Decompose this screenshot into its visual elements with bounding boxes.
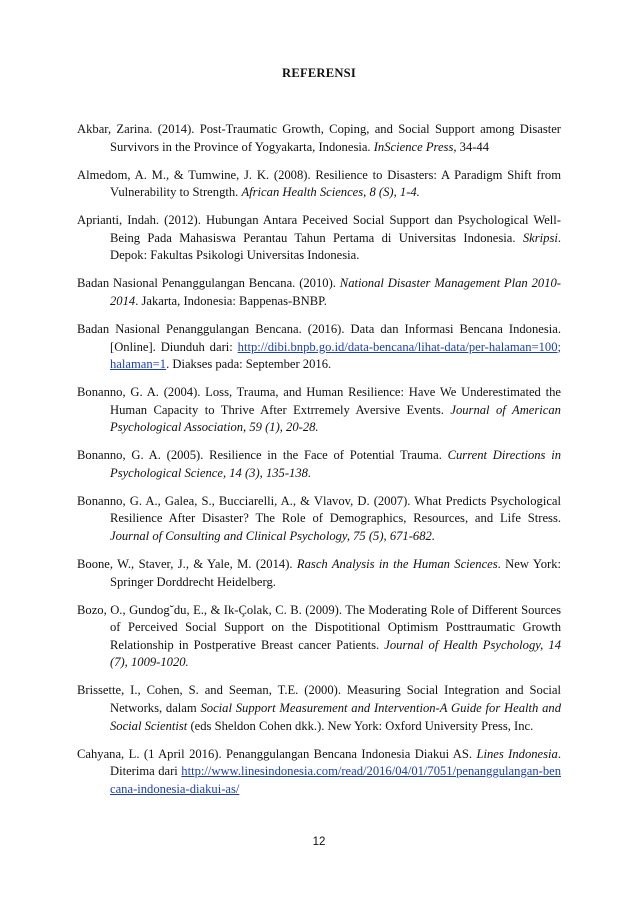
page-number: 12	[312, 836, 326, 848]
reference-source: InScience Press,	[373, 139, 457, 154]
reference-text: (eds Sheldon Cohen dkk.). New York: Oxford University Press, Inc.	[187, 718, 534, 733]
reference-text: Akbar, Zarina. (2014). Post-Traumatic Growth, Coping, and Social Support among Disaster Survivors in the Province of Yogyakarta, Indonesia.	[77, 122, 561, 154]
reference-text: . Jakarta, Indonesia: Bappenas-BNBP.	[135, 293, 327, 308]
reference-link[interactable]: http://www.linesindonesia.com/read/2016/04/01/7051/penanggulangan-bencana-indonesia-diakui-as/	[110, 764, 561, 796]
reference-source: Skripsi	[522, 230, 558, 245]
reference-source: Lines Indonesia	[476, 746, 558, 761]
reference-text: Brissette, I., Cohen, S. and Seeman, T.E. (2000). Measuring Social Integration and Social Networks, dalam	[77, 683, 561, 715]
reference-entry	[77, 556, 561, 591]
reference-source: National Disaster Management Plan 2010-2014	[110, 276, 561, 308]
reference-text: Bonanno, G. A., Galea, S., Bucciarelli, A., & Vlavov, D. (2007). What Predicts Psychological Resilience After Disaster? The Role of Demographics, Resources, and Life Stress.	[77, 493, 561, 526]
reference-text: Badan Nasional Penanggulangan Bencana. (2016). Data dan Informasi Bencana Indonesia. [Online]. Diunduh dari:	[77, 321, 561, 354]
reference-list	[77, 121, 561, 809]
reference-text: Aprianti, Indah. (2012). Hubungan Antara Peceived Social Support dan Psychological Well-Being Pada Mahasiswa Perantau Tahun Pertama di Universitas Indonesia.	[77, 213, 561, 245]
reference-text: Almedom, A. M., & Tumwine, J. K. (2008). Resilience to Disasters: A Paradigm Shift from Vulnerability to Strength.	[77, 167, 561, 200]
reference-source: Journal of American Psychological Association, 59 (1), 20-28.	[110, 402, 561, 435]
reference-text: Cahyana, L. (1 April 2016). Penanggulangan Bencana Indonesia Diakui AS.	[77, 746, 477, 761]
reference-source: Rasch Analysis in the Human Sciences	[296, 557, 498, 571]
reference-entry	[77, 447, 561, 482]
reference-entry	[77, 746, 561, 799]
reference-entry	[77, 493, 561, 546]
reference-source: Journal of Consulting and Clinical Psychology, 75 (5), 671-682.	[110, 529, 435, 544]
reference-entry	[77, 121, 561, 156]
reference-entry	[77, 212, 561, 265]
reference-entry	[77, 275, 561, 310]
reference-text: . New York: Springer Dorddrecht Heidelberg.	[110, 557, 561, 589]
reference-source: Current Directions in Psychological Science, 14 (3), 135-138.	[110, 448, 561, 480]
reference-text: . Depok: Fakultas Psikologi Universitas Indonesia.	[110, 230, 561, 263]
reference-text: . Diterima dari	[110, 746, 561, 779]
reference-text: Bozo, O., Gundog˘du, E., & Ik-Çolak, C. B. (2009). The Moderating Role of Different Sources of Perceived Social Support on the Dispotitional Optimism Posttraumatic Growth Relationship in Postperative Breast cancer Patients.	[77, 602, 561, 652]
reference-text: Bonanno, G. A. (2004). Loss, Trauma, and Human Resilience: Have We Underestimated the Human Capacity to Thrive After Extrremely Aversive Events.	[77, 385, 561, 417]
reference-entry	[77, 167, 561, 202]
reference-text: . Diakses pada: September 2016.	[166, 357, 332, 372]
reference-entry	[77, 682, 561, 735]
reference-text: Badan Nasional Penanggulangan Bencana. (2010).	[77, 276, 340, 291]
page-title: REFERENSI	[282, 66, 356, 80]
reference-text: Boone, W., Staver, J., & Yale, M. (2014).	[77, 557, 297, 571]
reference-source: Social Support Measurement and Intervention-A Guide for Health and Social Scientist	[110, 700, 562, 733]
reference-entry	[77, 321, 561, 374]
reference-source: Journal of Health Psychology, 14 (7), 1009-1020.	[110, 637, 561, 670]
reference-entry	[77, 602, 561, 672]
reference-link[interactable]: http://dibi.bnpb.go.id/data-bencana/lihat-data/per-halaman=100;halaman=1	[110, 339, 561, 372]
reference-entry	[77, 384, 561, 437]
reference-text: 34-44	[456, 139, 490, 154]
reference-text: Bonanno, G. A. (2005). Resilience in the Face of Potential Trauma.	[77, 448, 448, 463]
reference-source: African Health Sciences, 8 (S), 1-4.	[241, 185, 420, 200]
